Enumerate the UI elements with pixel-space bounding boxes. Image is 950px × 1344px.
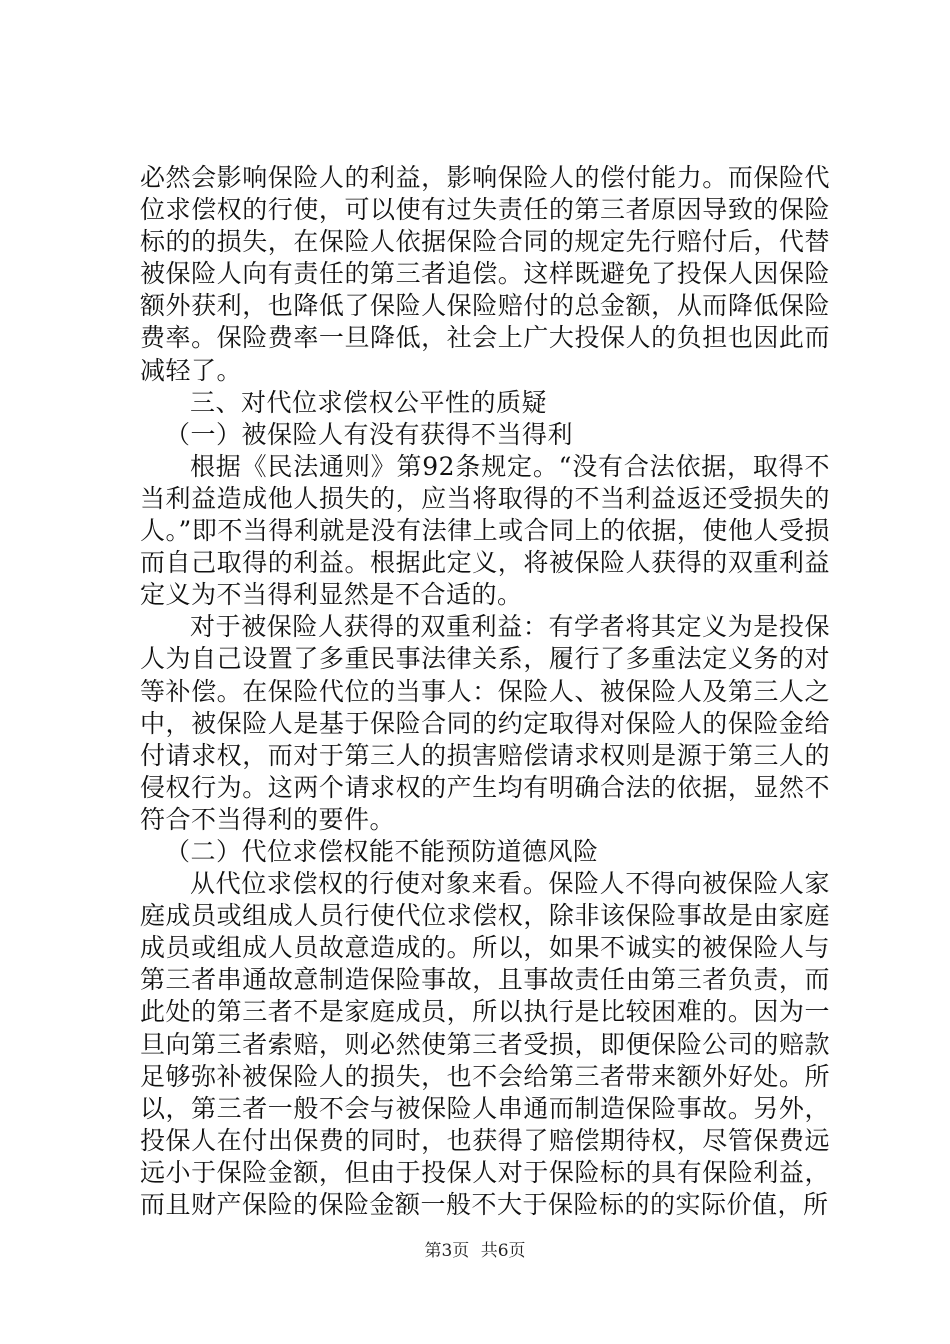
paragraph: 从代位求偿权的行使对象来看。保险人不得向被保险人家庭成员或组成人员行使代位求偿权，除非该保险事故是由家庭成员或组成人员故意造成的。所以，如果不诚实的被保险人与第三者串通故意制造保险事故，且事故责任由第三者负责，而此处的第三者不是家庭成员，所以执行是比较困难的。因为一旦向第三者索赔，则必然使第三者受损，即便保险公司的赔款足够弥补被保险人的损失，也不会给第三者带来额外好处。所以，第三者一般不会与被保险人串通而制造保险事故。另外，投保人在付出保费的同时，也获得了赔偿期待权，尽管保费远远小于保险金额，但由于投保人对于保险标的具有保险利益，而且财产保险的保险金额一般不大于保险标的的实际价值，所 [140,869,830,1219]
page-footer [0,1240,950,1262]
subsection-heading: （二）代位求偿权能不能预防道德风险 [165,836,599,866]
paragraph-continuation: 必然会影响保险人的利益，影响保险人的偿付能力。而保险代位求偿权的行使，可以使有过失责任的第三者原因导致的保险标的的损失，在保险人依据保险合同的规定先行赔付后，代替被保险人向有责任的第三者追偿。这样既避免了投保人因保险额外获利，也降低了保险人保险赔付的总金额，从而降低保险费率。保险费率一旦降低，社会上广大投保人的负担也因此而减轻了。 [140,163,830,385]
section-heading: 三、对代位求偿权公平性的质疑 [190,387,548,417]
document-body [140,162,830,1221]
subsection-heading: （一）被保险人有没有获得不当得利 [165,419,574,449]
paragraph: 根据《民法通则》第92条规定。“没有合法依据，取得不当利益造成他人损失的，应当将取得的不当利益返还受损失的人。”即不当得利就是没有法律上或合同上的依据，使他人受损而自己取得的利益。根据此定义，将被保险人获得的双重利益定义为不当得利显然是不合适的。 [140,451,830,610]
paragraph: 对于被保险人获得的双重利益：有学者将其定义为是投保人为自己设置了多重民事法律关系，履行了多重法定义务的对等补偿。在保险代位的当事人：保险人、被保险人及第三人之中，被保险人是基于保险合同的约定取得对保险人的保险金给付请求权，而对于第三人的损害赔偿请求权则是源于第三人的侵权行为。这两个请求权的产生均有明确合法的依据，显然不符合不当得利的要件。 [140,612,830,834]
page-total: 共6页 [480,1241,526,1261]
page-number: 第3页 [424,1241,470,1261]
